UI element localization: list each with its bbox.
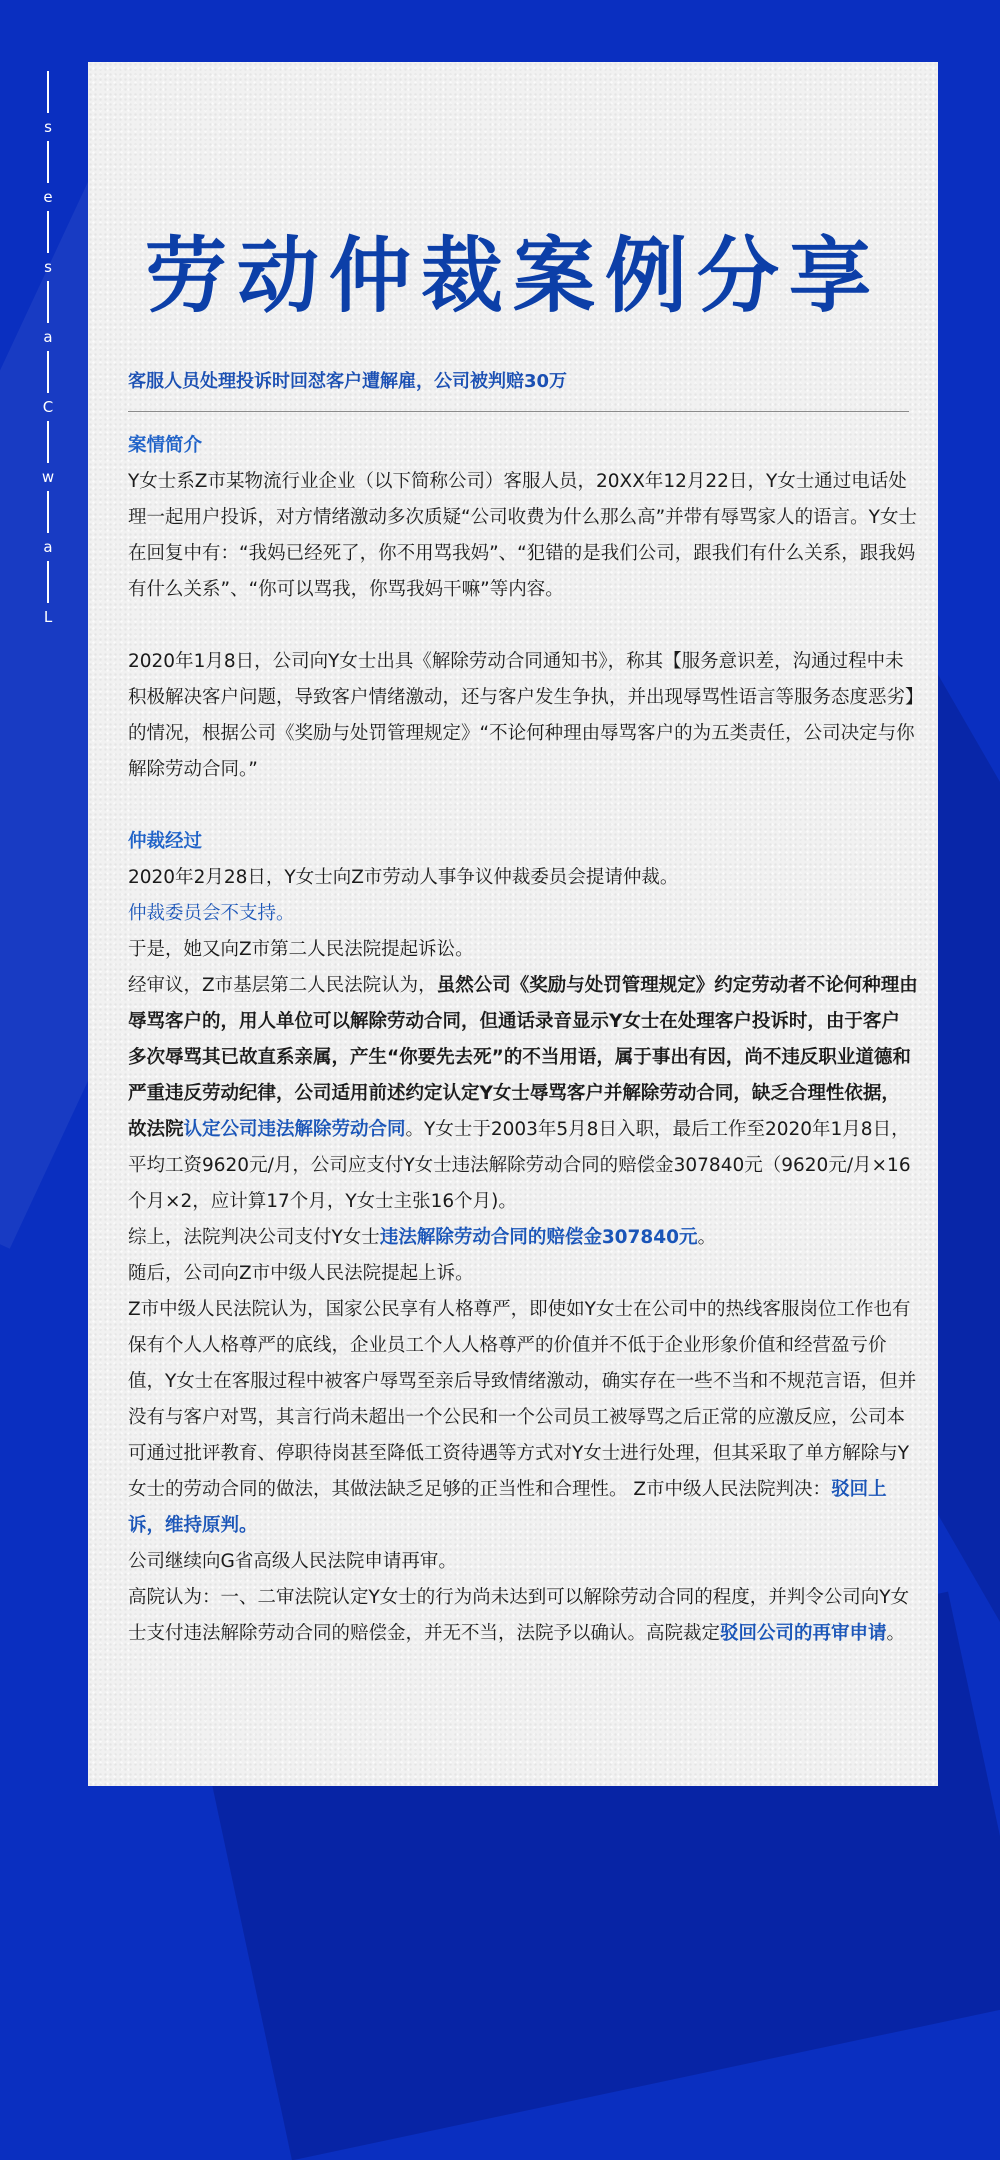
side-letter: e xyxy=(43,188,53,206)
section-heading-process: 仲裁经过 xyxy=(128,831,203,852)
text: Z市中级人民法院认为，国家公民享有人格尊严，即使如Y女士在公司中的热线客服岗位工作也有保有个人人格尊严的底线，企业员工个人人格尊严的价值并不低于企业形象价值和经营盈亏价值，Y女士在客服过程中被客户辱骂至亲后导致情绪激动，确实存在一些不当和不规范言语，但并没有与客户对骂，其言行尚未超出一个公民和一个公司员工被辱骂之后正常的应激反应，公司本可通过批评教育、停职待岗甚至降低工资待遇等方式对Y女士进行处理，但其采取了单方解除与Y女士的劳动合同的做法，其做法缺乏足够的正当性和合理性。 Z市中级人民法院判决： xyxy=(128,1299,917,1500)
highlight-text: 违法解除劳动合同的赔偿金307840元 xyxy=(379,1227,698,1248)
section-heading-intro: 案情简介 xyxy=(128,435,203,456)
document-card xyxy=(88,62,938,1786)
paragraph xyxy=(128,968,918,1220)
highlight-text: 驳回上诉，维持原判。 xyxy=(128,1479,887,1536)
side-letter: C xyxy=(42,398,54,416)
text: 。Y女士于2003年5月8日入职，最后工作至2020年1月8日，平均工资9620元/月，公司应支付Y女士违法解除劳动合同的赔偿金307840元（9620元/月×16个月×2，应计算17个月，Y女士主张16个月)。 xyxy=(128,1119,911,1212)
paragraph: 公司继续向G省高级人民法院申请再审。 xyxy=(128,1551,457,1572)
side-line xyxy=(47,281,49,323)
page-title: 劳动仲裁案例分享 xyxy=(144,229,881,324)
side-letter: s xyxy=(44,258,52,276)
side-letter: s xyxy=(44,118,52,136)
side-line xyxy=(47,491,49,533)
paragraph: 随后，公司向Z市中级人民法院提起上诉。 xyxy=(128,1263,474,1284)
side-letter: a xyxy=(43,328,53,346)
vertical-laws-cases-decoration xyxy=(32,65,64,625)
text: 高院认为：一、二审法院认定Y女士的行为尚未达到可以解除劳动合同的程度，并判令公司向Y女士支付违法解除劳动合同的赔偿金，并无不当，法院予以确认。高院裁定 xyxy=(128,1587,910,1644)
paragraph xyxy=(128,1580,918,1652)
side-letter: L xyxy=(43,608,53,626)
spacer xyxy=(128,608,918,644)
paragraph xyxy=(128,1220,918,1256)
paragraph xyxy=(128,1292,918,1544)
article-body xyxy=(128,428,918,1652)
case-subtitle: 客服人员处理投诉时回怼客户遭解雇，公司被判赔30万 xyxy=(128,371,568,392)
emphasis-text: 虽然公司《奖励与处罚管理规定》约定劳动者不论何种理由辱骂客户的，用人单位可以解除劳动合同，但通话录音显示Y女士在处理客户投诉时，由于客户多次辱骂其已故直系亲属，产生“你要先去死”的不当用语，属于事出有因，尚不违反职业道德和严重违反劳动纪律，公司适用前述约定认定Y女士辱骂客户并解除劳动合同，缺乏合理性依据，故法院 xyxy=(128,975,918,1140)
paragraph: 2020年2月28日，Y女士向Z市劳动人事争议仲裁委员会提请仲裁。 xyxy=(128,867,679,888)
side-line xyxy=(47,421,49,463)
side-line xyxy=(47,351,49,393)
highlight-text: 驳回公司的再审申请 xyxy=(720,1623,887,1644)
divider xyxy=(128,411,909,412)
side-line xyxy=(47,561,49,603)
text: 。 xyxy=(886,1623,906,1644)
paragraph: 于是，她又向Z市第二人民法院提起诉讼。 xyxy=(128,939,474,960)
text: 综上，法院判决公司支付Y女士 xyxy=(128,1227,380,1248)
side-line xyxy=(47,141,49,183)
side-line xyxy=(47,211,49,253)
side-letter: a xyxy=(43,538,53,556)
paragraph: 2020年1月8日，公司向Y女士出具《解除劳动合同通知书》，称其【服务意识差，沟通过程中未积极解决客户问题，导致客户情绪激动，还与客户发生争执，并出现辱骂性语言等服务态度恶劣】的情况，根据公司《奖励与处罚管理规定》“不论何种理由辱骂客户的为五类责任，公司决定与你解除劳动合同。” xyxy=(128,651,915,780)
text: 。 xyxy=(697,1227,717,1248)
side-letter: w xyxy=(41,468,55,486)
side-line xyxy=(47,71,49,113)
arbitration-result: 仲裁委员会不支持。 xyxy=(128,903,295,924)
highlight-text: 认定公司违法解除劳动合同 xyxy=(183,1119,406,1140)
spacer xyxy=(128,788,918,824)
paragraph: Y女士系Z市某物流行业企业（以下简称公司）客服人员，20XX年12月22日，Y女士通过电话处理一起用户投诉，对方情绪激动多次质疑“公司收费为什么那么高”并带有辱骂家人的语言。Y女士在回复中有：“我妈已经死了，你不用骂我妈”、“犯错的是我们公司，跟我们有什么关系，跟我妈有什么关系”、“你可以骂我，你骂我妈干嘛”等内容。 xyxy=(128,471,917,600)
text: 经审议，Z市基层第二人民法院认为， xyxy=(128,975,437,996)
